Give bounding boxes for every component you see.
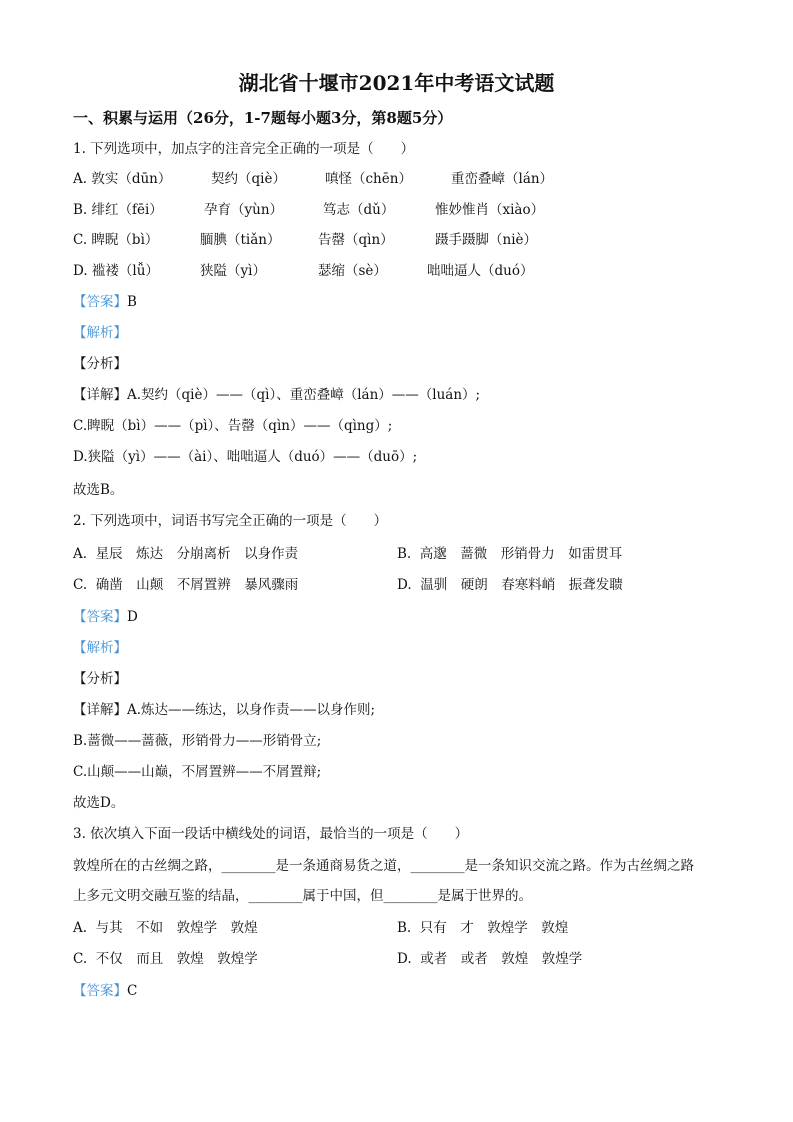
answer-value: D <box>127 609 138 625</box>
detail-text: D.狭隘（yì）——（ài）、咄咄逼人（duó）——（duō）; <box>73 449 418 465</box>
q2-detail <box>73 701 375 719</box>
answer-label: 【答案】 <box>73 983 127 999</box>
q2-option: B. 高邈 蔷微 形销骨力 如雷贯耳 <box>397 546 623 562</box>
q3-option: B. 只有 才 敦煌学 敦煌 <box>397 920 569 936</box>
page-title: 湖北省十堰市2021年中考语文试题 <box>238 71 555 95</box>
section-heading: 一、积累与运用（26分，1-7题每小题3分，第8题5分） <box>73 109 453 127</box>
q1-option: 孕育（yùn） <box>204 202 284 218</box>
jiexi-label: 【解析】 <box>73 325 127 341</box>
q1-option: 嗔怪（chēn） <box>325 171 412 187</box>
q1-option: 契约（qiè） <box>211 171 286 187</box>
q1-detail <box>73 386 480 404</box>
answer-value: B <box>127 294 137 310</box>
answer-value: C <box>127 983 138 999</box>
q3-option: C. 不仅 而且 敦煌 敦煌学 <box>73 951 258 967</box>
q1-option: 腼腆（tiǎn） <box>200 232 281 248</box>
q2-option: C. 确凿 山颠 不屑置辨 暴风骤雨 <box>73 577 299 593</box>
conclusion: 故选D。 <box>73 795 125 811</box>
detail-text: C.睥睨（bì）——（pì）、告罄（qìn）——（qìng）; <box>73 418 393 434</box>
detail-text: B.蔷微——蔷薇，形销骨力——形销骨立; <box>73 733 322 749</box>
q1-option: 告罄（qìn） <box>318 232 394 248</box>
q3-option: A. 与其 不如 敦煌学 敦煌 <box>73 920 258 936</box>
q2-option: D. 温驯 硬朗 春寒料峭 振聋发聩 <box>397 577 623 593</box>
jiexi-label: 【解析】 <box>73 640 127 656</box>
detail-label: 【详解】 <box>73 702 127 718</box>
q1-option: C. 睥睨（bì） <box>73 232 159 248</box>
answer-label: 【答案】 <box>73 609 127 625</box>
q1-option: 瑟缩（sè） <box>318 263 387 279</box>
fenxi-label: 【分析】 <box>73 356 127 372</box>
q1-option: 咄咄逼人（duó） <box>427 263 534 279</box>
q1-option: 蹑手蹑脚（niè） <box>435 232 538 248</box>
answer-label: 【答案】 <box>73 294 127 310</box>
q1-option: A. 敦实（dūn） <box>73 171 172 187</box>
q1-option: B. 绯红（fēi） <box>73 202 163 218</box>
detail-text: A.炼达——练达，以身作责——以身作则; <box>127 702 376 718</box>
detail-text: A.契约（qiè）——（qì）、重峦叠嶂（lán）——（luán）; <box>127 387 481 403</box>
detail-label: 【详解】 <box>73 387 127 403</box>
q1-option: 狭隘（yì） <box>200 263 266 279</box>
q3-option: D. 或者 或者 敦煌 敦煌学 <box>397 951 583 967</box>
q1-option: 惟妙惟肖（xiào） <box>435 202 545 218</box>
q3-stem: 3. 依次填入下面一段话中横线处的词语，最恰当的一项是（ ） <box>73 826 469 842</box>
q1-answer <box>73 293 137 311</box>
q2-answer <box>73 608 138 626</box>
conclusion: 故选B。 <box>73 482 124 498</box>
q1-option: 重峦叠嶂（lán） <box>451 171 554 187</box>
detail-text: C.山颠——山巅，不屑置辨——不屑置辩; <box>73 764 322 780</box>
q2-stem: 2. 下列选项中，词语书写完全正确的一项是（ ） <box>73 513 388 529</box>
q1-stem: 1. 下列选项中，加点字的注音完全正确的一项是（ ） <box>73 141 415 157</box>
q3-passage: 上多元文明交融互鉴的结晶，________属于中国，但________是属于世界的。 <box>73 888 532 904</box>
q3-answer <box>73 982 137 1000</box>
fenxi-label: 【分析】 <box>73 671 127 687</box>
q2-option: A. 星辰 炼达 分崩离析 以身作责 <box>73 546 299 562</box>
q1-option: D. 褴褛（lǚ） <box>73 263 159 279</box>
q3-passage: 敦煌所在的古丝绸之路，________是一条通商易货之道，________是一条知识交流之路。作为古丝绸之路 <box>73 858 694 874</box>
q1-option: 笃志（dǔ） <box>323 202 395 218</box>
